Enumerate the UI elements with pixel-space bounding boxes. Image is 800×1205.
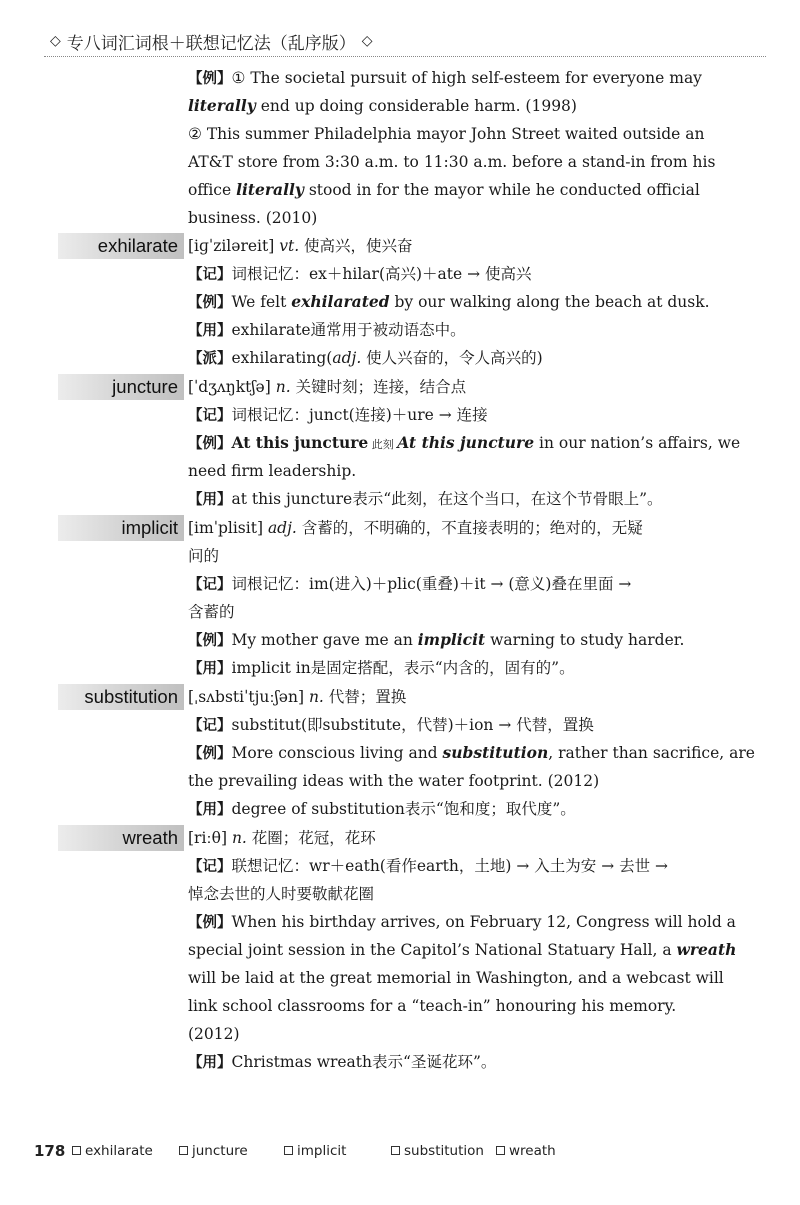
usage-line: 【用】implicit in是固定搭配，表示“内含的，固有的”。: [188, 659, 575, 677]
usage-line: 【用】at this juncture表示“此刻，在这个当口，在这个节骨眼上”。: [188, 490, 663, 508]
running-header: [44, 26, 764, 56]
entry-definition: [riːθ] n. 花圈；花冠，花环: [188, 829, 376, 847]
memory-line: 含蓄的: [188, 603, 235, 621]
example-line: ② This summer Philadelphia mayor John Street waited outside an: [188, 125, 705, 143]
example-line: need firm leadership.: [188, 462, 357, 480]
example-line: 【例】We felt exhilarated by our walking along the beach at dusk.: [188, 292, 710, 311]
header-title: 专八词汇词根＋联想记忆法（乱序版）: [66, 33, 356, 54]
usage-line: 【用】exhilarate通常用于被动语态中。: [188, 321, 466, 339]
example-line: office literally stood in for the mayor while he conducted official: [188, 180, 700, 199]
footer-word: substitution: [391, 1143, 484, 1159]
memory-line: 【记】词根记忆：junct(连接)＋ure → 连接: [188, 406, 488, 424]
headword: exhilarate: [58, 233, 184, 259]
footer-word: juncture: [179, 1143, 248, 1159]
example-line: link school classrooms for a “teach-in” honouring his memory.: [188, 997, 677, 1015]
example-line: 【例】My mother gave me an implicit warning to study harder.: [188, 630, 685, 649]
headword: juncture: [58, 374, 184, 400]
entry-definition: [ˈdʒʌŋktʃə] n. 关键时刻；连接，结合点: [188, 378, 467, 396]
headword: wreath: [58, 825, 184, 851]
example-line: literally end up doing considerable harm. (1998): [188, 96, 577, 115]
checkbox-icon: [284, 1146, 293, 1155]
example-line: AT&T store from 3:30 a.m. to 11:30 a.m. before a stand-in from his: [188, 153, 716, 171]
usage-line: 【用】degree of substitution表示“饱和度；取代度”。: [188, 800, 576, 818]
entry-definition: [imˈplisit] adj. 含蓄的，不明确的，不直接表明的；绝对的，无疑: [188, 519, 643, 537]
checkbox-icon: [179, 1146, 188, 1155]
example-line: 【例】At this juncture 此刻 At this juncture in our nation’s affairs, we: [188, 433, 741, 452]
page-number: 178: [34, 1142, 66, 1160]
example-line: the prevailing ideas with the water footprint. (2012): [188, 772, 600, 790]
example-line: will be laid at the great memorial in Washington, and a webcast will: [188, 969, 724, 987]
example-line: special joint session in the Capitol’s National Statuary Hall, a wreath: [188, 940, 737, 959]
memory-line: 【记】词根记忆：ex＋hilar(高兴)＋ate → 使高兴: [188, 265, 532, 283]
headword: substitution: [58, 684, 184, 710]
usage-line: 【用】Christmas wreath表示“圣诞花环”。: [188, 1053, 497, 1071]
footer-word: implicit: [284, 1143, 346, 1159]
page-footer: [34, 1142, 774, 1164]
example-line: (2012): [188, 1025, 240, 1043]
checkbox-icon: [391, 1146, 400, 1155]
checkbox-icon: [72, 1146, 81, 1155]
entry-definition: [ˌsʌbstiˈtjuːʃən] n. 代替；置换: [188, 688, 407, 706]
footer-word: wreath: [496, 1143, 556, 1159]
entry-definition: 问的: [188, 547, 220, 565]
memory-line: 【记】联想记忆：wr＋eath(看作earth，土地) → 入土为安 → 去世 →: [188, 857, 669, 875]
diamond-icon: ◇: [50, 33, 61, 49]
checkbox-icon: [496, 1146, 505, 1155]
example-line: 【例】More conscious living and substitution, rather than sacrifice, are: [188, 743, 755, 762]
example-line: business. (2010): [188, 209, 318, 227]
headword: implicit: [58, 515, 184, 541]
entry-definition: [iɡˈziləreit] vt. 使高兴，使兴奋: [188, 237, 413, 255]
memory-line: 悼念去世的人时要敬献花圈: [188, 885, 375, 903]
derived-line: 【派】exhilarating(adj. 使人兴奋的，令人高兴的): [188, 349, 543, 367]
example-line: 【例】When his birthday arrives, on February 12, Congress will hold a: [188, 913, 736, 931]
example-line: 【例】① The societal pursuit of high self-esteem for everyone may: [188, 69, 702, 87]
diamond-icon: ◇: [361, 33, 373, 49]
header-divider: [44, 56, 766, 57]
footer-word: exhilarate: [72, 1143, 153, 1159]
memory-line: 【记】词根记忆：im(进入)＋plic(重叠)＋it → (意义)叠在里面 →: [188, 575, 632, 593]
memory-line: 【记】substitut(即substitute，代替)＋ion → 代替，置换: [188, 716, 594, 734]
